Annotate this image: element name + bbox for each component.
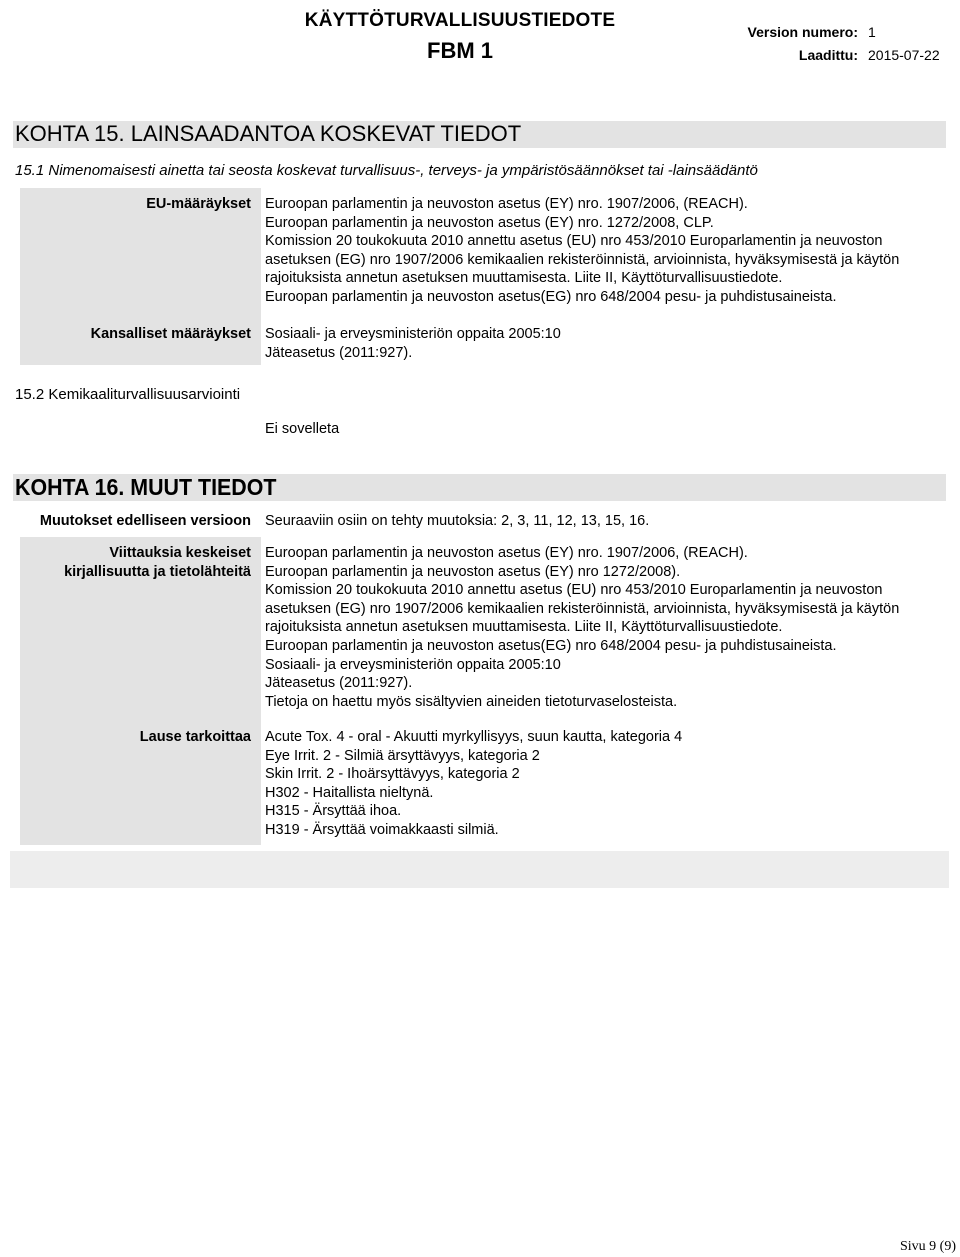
phrase-line: H315 - Ärsyttää ihoa. (265, 803, 402, 820)
version-label: Version numero: (747, 24, 858, 40)
eu-regulations-value (265, 195, 955, 307)
section-16-title: KOHTA 16. MUUT TIEDOT (15, 474, 277, 500)
phrases-label: Lause tarkoittaa (139, 729, 251, 745)
national-line: Sosiaali- ja erveysministeriön oppaita 2005:10 (265, 326, 561, 342)
created-label: Laadittu: (798, 47, 858, 63)
document-title: KÄYTTÖTURVALLISUUSTIEDOTE (304, 10, 616, 31)
national-regulations-label: Kansalliset määräykset (90, 326, 251, 342)
national-regulations-value (265, 325, 955, 362)
section-15-title: KOHTA 15. LAINSAADANTOA KOSKEVAT TIEDOT (15, 121, 522, 146)
phrase-line: H319 - Ärsyttää voimakkaasti silmiä. (265, 821, 499, 838)
references-label (20, 544, 251, 581)
chemical-safety-assessment-value: Ei sovelleta (265, 421, 340, 437)
version-value: 1 (868, 24, 876, 40)
eu-line: rajoituksista annetun asetuksen muuttamisesta. Liite II, Käyttöturvallisuustiedote. (265, 270, 783, 287)
phrase-line: Acute Tox. 4 - oral - Akuutti myrkyllisyys, suun kautta, kategoria 4 (265, 729, 683, 745)
section-16-banner (13, 474, 946, 501)
eu-line: asetuksen (EG) nro 1907/2006 kemikaalien rekisteröinnistä, arvioinnista, hyväksymisestä ja käytön (265, 251, 900, 268)
section-15-2-title: 15.2 Kemikaaliturvallisuusarviointi (15, 386, 241, 403)
product-name: FBM 1 (427, 38, 493, 63)
page-number: Sivu 9 (9) (900, 1239, 956, 1254)
changes-value: Seuraaviin osiin on tehty muutoksia: 2, 3, 11, 12, 13, 15, 16. (265, 513, 650, 529)
section-16-label-column (20, 537, 261, 845)
reference-line: Komission 20 toukokuuta 2010 annettu asetus (EU) nro 453/2010 Europarlamentin ja neuvoston (265, 582, 883, 599)
reference-line: Euroopan parlamentin ja neuvoston asetus (EY) nro. 1907/2006, (REACH). (265, 545, 748, 561)
reference-line: Euroopan parlamentin ja neuvoston asetus(EG) nro 648/2004 pesu- ja puhdistusaineista. (265, 637, 837, 654)
eu-line: Euroopan parlamentin ja neuvoston asetus (EY) nro. 1272/2008, CLP. (265, 214, 714, 231)
eu-regulations-label: EU-määräykset (146, 196, 251, 212)
reference-line: Jäteasetus (2011:927). (265, 675, 413, 692)
changes-label: Muutokset edelliseen versioon (39, 513, 251, 529)
eu-line: Euroopan parlamentin ja neuvoston asetus (EY) nro. 1907/2006, (REACH). (265, 196, 748, 212)
phrases-value (265, 728, 955, 840)
phrase-line: Skin Irrit. 2 - Ihoärsyttävyys, kategoria 2 (265, 766, 520, 783)
eu-line: Komission 20 toukokuuta 2010 annettu asetus (EU) nro 453/2010 Europarlamentin ja neuvoston (265, 233, 883, 250)
phrase-line: Eye Irrit. 2 - Silmiä ärsyttävyys, kategoria 2 (265, 747, 540, 764)
reference-line: asetuksen (EG) nro 1907/2006 kemikaalien rekisteröinnistä, arvioinnista, hyväksymisestä ja käytön (265, 600, 900, 617)
footer-box (10, 851, 949, 888)
national-line: Jäteasetus (2011:927). (265, 344, 413, 361)
references-label-line: Viittauksia keskeiset (109, 545, 251, 561)
reference-line: Sosiaali- ja erveysministeriön oppaita 2005:10 (265, 656, 561, 673)
section-15-banner (13, 121, 946, 148)
reference-line: Euroopan parlamentin ja neuvoston asetus (EY) nro 1272/2008). (265, 563, 681, 580)
references-value (265, 544, 955, 711)
created-value: 2015-07-22 (868, 47, 940, 63)
section-15-1-title: 15.1 Nimenomaisesti ainetta tai seosta koskevat turvallisuus-, terveys- ja ympäristösäännökset tai -lainsäädäntö (15, 162, 758, 179)
eu-line: Euroopan parlamentin ja neuvoston asetus(EG) nro 648/2004 pesu- ja puhdistusaineista. (265, 288, 837, 305)
references-label-line: kirjallisuutta ja tietolähteitä (64, 563, 251, 580)
reference-line: rajoituksista annetun asetuksen muuttamisesta. Liite II, Käyttöturvallisuustiedote. (265, 619, 783, 636)
reference-line: Tietoja on haettu myös sisältyvien aineiden tietoturvaselosteista. (265, 693, 678, 710)
phrase-line: H302 - Haitallista nieltynä. (265, 784, 434, 801)
